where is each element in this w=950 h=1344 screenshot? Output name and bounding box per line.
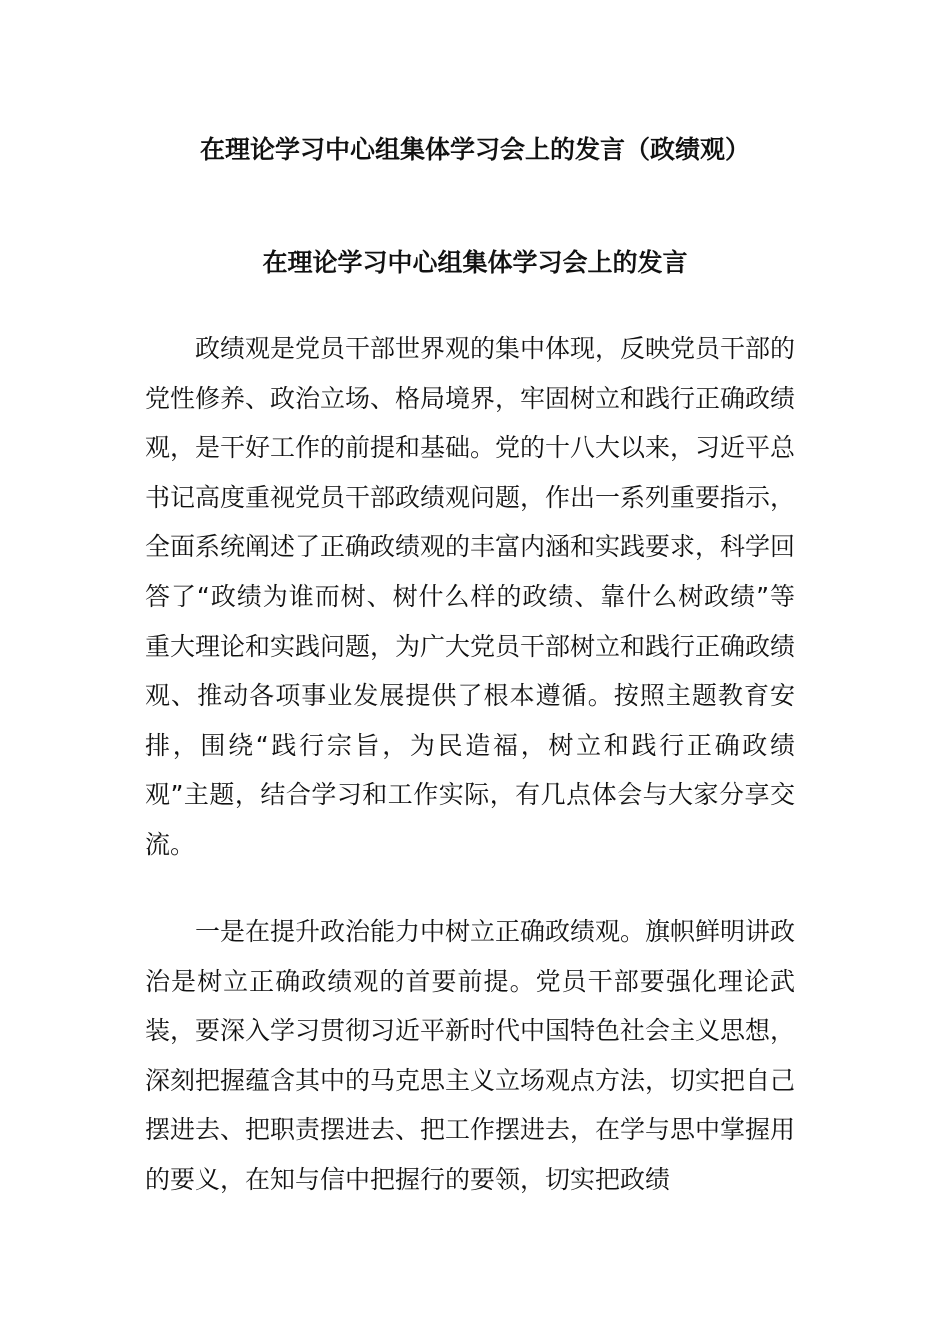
document-title: 在理论学习中心组集体学习会上的发言（政绩观） [199,135,750,164]
document-subtitle: 在理论学习中心组集体学习会上的发言 [262,248,688,277]
paragraph-intro: 政绩观是党员干部世界观的集中体现，反映党员干部的党性修养、政治立场、格局境界，牢固树立和践行正确政绩观，是干好工作的前提和基础。党的十八大以来，习近平总书记高度重视党员干部政绩观问题，作出一系列重要指示，全面系统阐述了正确政绩观的丰富内涵和实践要求，科学回答了“政绩为谁而树、树什么样的政绩、靠什么树政绩”等重大理论和实践问题，为广大党员干部树立和践行正确政绩观、推动各项事业发展提供了根本遵循。按照主题教育安排，围绕“践行宗旨，为民造福，树立和践行正确政绩观”主题，结合学习和工作实际，有几点体会与大家分享交流。 [145,334,796,859]
paragraph-point-one: 一是在提升政治能力中树立正确政绩观。旗帜鲜明讲政治是树立正确政绩观的首要前提。党员干部要强化理论武装，要深入学习贯彻习近平新时代中国特色社会主义思想，深刻把握蕴含其中的马克思主义立场观点方法，切实把自己摆进去、把职责摆进去、把工作摆进去，在学与思中掌握用的要义，在知与信中把握行的要领，切实把政绩 [145,917,796,1194]
